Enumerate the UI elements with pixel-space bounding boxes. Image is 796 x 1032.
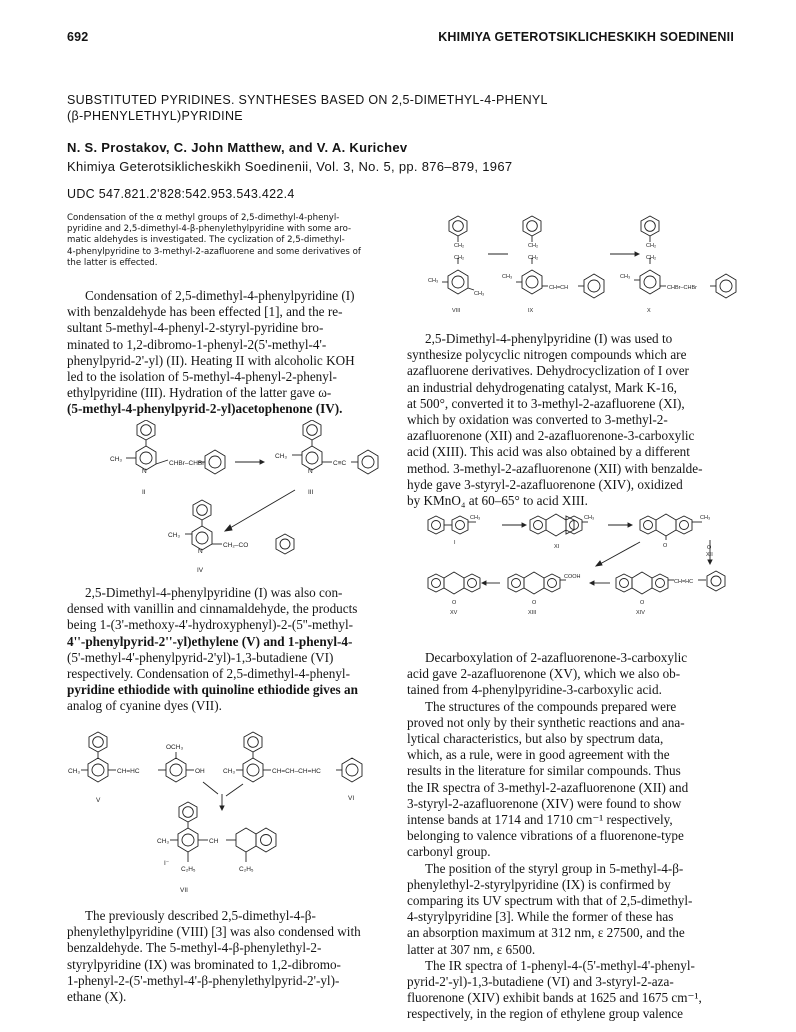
text-line: hyde gave 3-styryl-2-azafluorenone (XIV), oxidized (407, 476, 683, 492)
scheme-group-label: CH₃ (428, 278, 439, 284)
scheme-group-label: O (532, 600, 537, 606)
text-line: pyrid-2'-yl)-1,3-butadiene (VI) and 3-styryl-2-aza- (407, 974, 674, 990)
scheme-group-label: O (452, 600, 457, 606)
text-line: by KMnO₄ at 60–65° to acid XIII. (407, 493, 588, 509)
text-line: respectively. Condensation of 2,5-dimethyl-4-phenyl- (67, 666, 350, 682)
abstract (67, 213, 387, 269)
text-line: densed with vanillin and cinnamaldehyde, the products (67, 601, 358, 617)
text-line: The IR spectra of 1-phenyl-4-(5'-methyl-4'-phenyl- (425, 957, 695, 973)
compound-label-vi: VI (348, 795, 355, 802)
text-line: carbonyl group. (407, 844, 491, 860)
scheme-group-label: CH₃ (700, 515, 711, 521)
scheme-group-label: CH=HC (674, 579, 694, 585)
reaction-scheme-2 (68, 722, 388, 902)
scheme-group-label: CH₃ (223, 768, 236, 775)
scheme-atom-label: N (198, 548, 203, 555)
scheme-group-label: CH₃ (68, 768, 81, 775)
left-paragraph-1 (67, 288, 387, 418)
text-line: azafluorenone (XII) and 2-azafluorenone-3-carboxylic (407, 428, 695, 444)
text-line: acid (XIII). This acid was also obtained by a different (407, 444, 690, 460)
text-line: being 1-(3'-methoxy-4'-hydroxyphenyl)-2-(5''-methyl- (67, 617, 353, 633)
scheme-group-label: CH₂ (528, 243, 539, 249)
text-line: The previously described 2,5-dimethyl-4-β- (85, 908, 316, 923)
scheme-group-label: CH (209, 838, 219, 845)
abstract-line: Condensation of the α methyl groups of 2,5-dimethyl-4-phenyl- (67, 213, 340, 223)
text-line: pyridine ethiodide with quinoline ethiodide gives an (67, 682, 358, 698)
scheme-group-label: CH₂ (646, 243, 657, 249)
journal-running-head: KHIMIYA GETEROTSIKLICHESKIKH SOEDINENII (438, 30, 734, 44)
scheme-group-label: CHBr–CHBr (169, 460, 205, 467)
text-line: Condensation of 2,5-dimethyl-4-phenylpyridine (I) (85, 288, 355, 303)
compound-label-ii: II (142, 489, 146, 496)
scheme-group-label: CH₃ (584, 515, 595, 521)
text-line: which, as a rule, were in good agreement with the (407, 747, 670, 763)
scheme-group-label: CH₂–CO (223, 542, 249, 549)
scheme-group-label: CH₃ (110, 456, 123, 463)
compound-label-x: X (647, 308, 651, 314)
scheme-group-label: CH₂ (528, 255, 539, 261)
scheme-group-label: CH₃ (157, 838, 170, 845)
compound-label-xiii: XIII (528, 610, 537, 616)
text-line: the IR spectra of 3-methyl-2-azafluorenone (XII) and (407, 779, 689, 795)
scheme-group-label: CH₂ (454, 255, 465, 261)
text-line: (5-methyl-4-phenylpyrid-2-yl)acetophenone (IV). (67, 401, 343, 417)
text-line: sultant 5-methyl-4-phenyl-2-styryl-pyridine bro- (67, 320, 324, 336)
text-line: an industrial dehydrogenating catalyst, Mark K-16, (407, 379, 677, 395)
compound-label-i: I (454, 540, 456, 546)
text-line: analog of cyanine dyes (VII). (67, 698, 222, 714)
title-line-1: SUBSTITUTED PYRIDINES. SYNTHESES BASED ON 2,5-DIMETHYL-4-PHENYL (67, 93, 548, 107)
paper-title (67, 92, 707, 124)
text-line: with benzaldehyde has been effected [1], and the re- (67, 304, 343, 320)
scheme-group-label: OH (195, 768, 205, 775)
reaction-scheme-3 (410, 212, 740, 322)
text-line: respectively, in the region of ethylene group valence (407, 1006, 683, 1022)
text-line: 4''-phenylpyrid-2''-yl)ethylene (V) and 1-phenyl-4- (67, 633, 353, 649)
compound-label-viii: VIII (452, 308, 461, 314)
scheme-group-label: C≡C (333, 460, 347, 467)
scheme-group-label: CH₃ (470, 515, 481, 521)
text-line: phenylpyrid-2'-yl) (II). Heating II with alcoholic KOH (67, 352, 355, 368)
text-line: 3-styryl-2-azafluorenone (XIV) were found to show (407, 795, 682, 811)
abstract-line: pyridine and 2,5-dimethyl-4-β-phenylethylpyridine with some aro- (67, 224, 352, 235)
scheme-group-label: CH₂ (646, 255, 657, 261)
scheme-atom-label: N (308, 468, 313, 475)
compound-label-xii: XII (706, 552, 713, 558)
text-line: led to the isolation of 5-methyl-4-phenyl-2-phenyl- (67, 369, 337, 385)
compound-label-iii: III (308, 489, 314, 496)
text-line: 2,5-Dimethyl-4-phenylpyridine (I) was also con- (85, 585, 343, 600)
scheme-group-label: CHBr–CHBr (667, 285, 697, 291)
scheme-group-label: CH₃ (620, 274, 631, 280)
scheme-group-label: I⁻ (164, 860, 170, 867)
text-line: at 500°, converted it to 3-methyl-2-azafluorene (XI), (407, 395, 685, 411)
authors: N. S. Prostakov, C. John Matthew, and V. A. Kurichev (67, 140, 408, 155)
scheme-group-label: CH₃ (502, 274, 513, 280)
scheme-group-label: CH₃ (474, 291, 485, 297)
text-line: 2,5-Dimethyl-4-phenylpyridine (I) was used to (425, 331, 673, 346)
text-line: fluorenone (XIV) exhibit bands at 1625 and 1675 cm⁻¹, (407, 990, 702, 1006)
text-line: benzaldehyde. The 5-methyl-4-β-phenylethyl-2- (67, 940, 322, 956)
scheme-group-label: O (663, 543, 668, 549)
scheme-group-label: C₂H₅ (181, 866, 196, 873)
abstract-line: the latter is effected. (67, 257, 158, 268)
text-line: minated to 1,2-dibromo-1-phenyl-2(5'-methyl-4'- (67, 336, 327, 352)
udc-code: UDC 547.821.2'828:542.953.543.422.4 (67, 187, 295, 201)
left-paragraph-3 (67, 908, 387, 1005)
text-line: The structures of the compounds prepared were (425, 698, 677, 714)
reaction-scheme-1 (70, 420, 390, 580)
scheme-atom-label: N (142, 468, 147, 475)
text-line: azafluorene derivatives. Dehydrocyclization of I over (407, 363, 689, 379)
left-paragraph-2 (67, 585, 387, 715)
text-line: which by oxidation was converted to 3-methyl-2- (407, 412, 668, 428)
scheme-group-label: CH=CH–CH=HC (272, 768, 321, 775)
right-paragraph-1 (407, 331, 729, 509)
citation: Khimiya Geterotsiklicheskikh Soedinenii, Vol. 3, No. 5, pp. 876–879, 1967 (67, 159, 513, 174)
scheme-group-label: O (640, 600, 645, 606)
scheme-group-label: C₂H₅ (239, 866, 254, 873)
compound-label-iv: IV (197, 567, 204, 574)
text-line: results in the literature for similar compounds. Thus (407, 763, 681, 779)
reaction-scheme-4 (410, 508, 740, 626)
text-line: method. 3-methyl-2-azafluorenone (XII) with benzalde- (407, 460, 703, 476)
text-line: 4-styrylpyridine [3]. While the former of these has (407, 909, 674, 925)
compound-label-xv: XV (450, 610, 458, 616)
text-line: intense bands at 1714 and 1710 cm⁻¹ respectively, (407, 812, 673, 828)
text-line: ethylpyridine (III). Hydration of the latter gave ω- (67, 385, 332, 401)
compound-label-ix: IX (528, 308, 534, 314)
text-line: The position of the styryl group in 5-methyl-4-β- (425, 860, 684, 876)
compound-label-v: V (96, 797, 101, 804)
scheme-group-label: O (707, 545, 712, 551)
right-paragraph-2 (407, 650, 729, 1023)
scheme-group-label: OCH₃ (166, 744, 184, 751)
text-line: comparing its UV spectrum with that of 2,5-dimethyl- (407, 893, 693, 909)
text-line: synthesize polycyclic nitrogen compounds which are (407, 347, 687, 363)
scheme-group-label: CH=CH (549, 285, 569, 291)
abstract-line: matic aldehydes is investigated. The cyclization of 2,5-dimethyl- (67, 235, 345, 246)
compound-label-xi: XI (554, 544, 560, 550)
text-line: belonging to valence vibrations of a fluorenone-type (407, 828, 684, 844)
text-line: phenylethyl-2-styrylpyridine (IX) is confirmed by (407, 876, 671, 892)
scheme-group-label: CH₃ (275, 453, 288, 460)
text-line: an absorption maximum at 312 nm, ε 27500, and the (407, 925, 685, 941)
compound-label-vii: VII (180, 887, 188, 894)
text-line: proved not only by their synthetic reactions and ana- (407, 714, 685, 730)
scheme-group-label: CH=HC (117, 768, 140, 775)
text-line: ethane (X). (67, 989, 127, 1005)
scheme-group-label: COOH (564, 574, 581, 580)
compound-label-xiv: XIV (636, 610, 645, 616)
page-number: 692 (67, 30, 89, 44)
text-line: latter at 307 nm, ε 6500. (407, 941, 536, 957)
text-line: tained from 4-phenylpyridine-3-carboxylic acid. (407, 682, 662, 698)
text-line: styrylpyridine (IX) was brominated to 1,2-dibromo- (67, 956, 341, 972)
text-line: acid gave 2-azafluorenone (XV), which we also ob- (407, 666, 681, 682)
title-line-2: (β-PHENYLETHYL)PYRIDINE (67, 109, 243, 123)
text-line: Decarboxylation of 2-azafluorenone-3-carboxylic (425, 650, 688, 665)
text-line: (5'-methyl-4'-phenylpyrid-2'yl)-1,3-butadiene (VI) (67, 649, 334, 665)
scheme-group-label: CH₂ (454, 243, 465, 249)
text-line: lytical characteristics, but also by spectrum data, (407, 731, 664, 747)
abstract-line: 4-phenylpyridine to 3-methyl-2-azafluorene and some derivatives of (67, 246, 361, 257)
scheme-group-label: CH₃ (168, 532, 181, 539)
text-line: 1-phenyl-2-(5'-methyl-4'-β-phenylethylpyrid-2'-yl)- (67, 972, 340, 988)
text-line: phenylethylpyridine (VIII) [3] was also condensed with (67, 924, 361, 940)
